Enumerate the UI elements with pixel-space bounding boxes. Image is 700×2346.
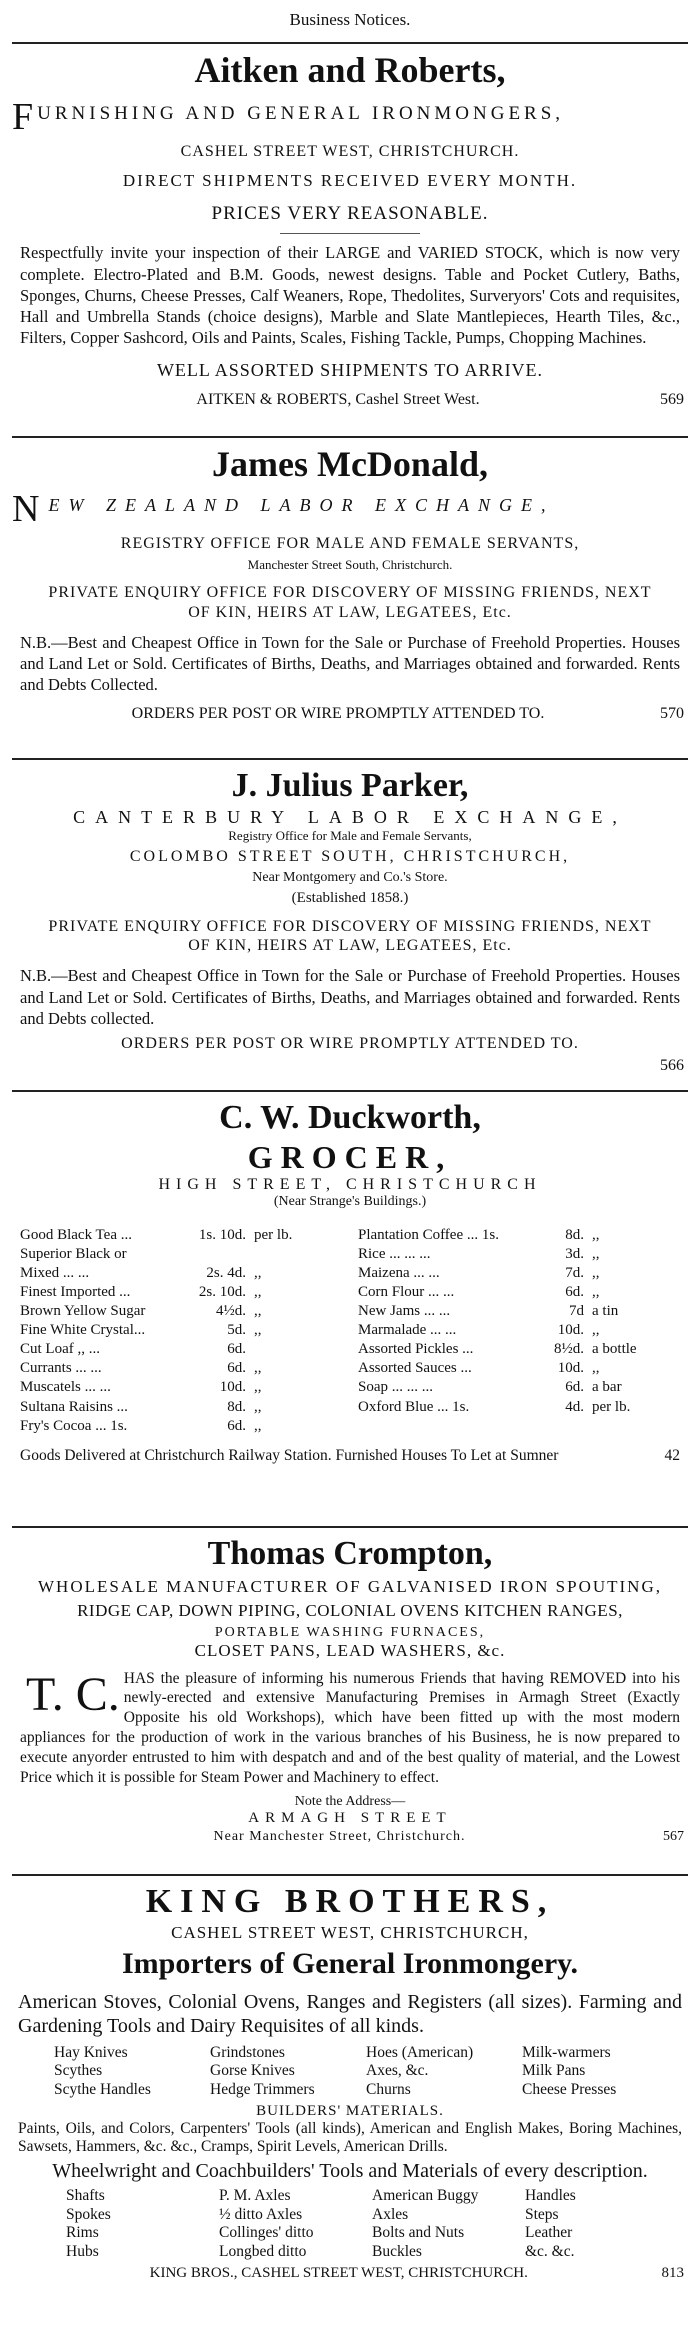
trade-line	[12, 95, 688, 139]
grid-cell: Axes, &c.	[366, 2062, 429, 2080]
price-row	[20, 1283, 344, 1302]
builders-body: Paints, Oils, and Colors, Carpenters' Tools (all kinds), American and English Makes, Boring Machines, Sawsets, Hammers, &c. &c., Cramps, Spirit Levels, American Drills.	[18, 2120, 682, 2156]
dropcap: N	[12, 488, 49, 531]
price-unit: ,,	[254, 1265, 262, 1282]
price-amount: 4½d.	[216, 1303, 246, 1320]
footer-text: KING BROS., CASHEL STREET WEST, CHRISTCHURCH.	[149, 2265, 528, 2282]
price-row	[20, 1378, 344, 1397]
divider	[12, 758, 688, 760]
prices-line: PRICES VERY REASONABLE.	[211, 203, 489, 225]
price-unit: ,,	[592, 1360, 600, 1377]
trade-text: URNISHING AND GENERAL IRONMONGERS,	[37, 103, 565, 125]
price-item: Mixed ... ...	[20, 1265, 90, 1282]
ad-number: 813	[661, 2265, 684, 2282]
price-amount: 4d.	[565, 1398, 584, 1415]
short-rule	[280, 233, 420, 234]
grid-cell: P. M. Axles	[219, 2187, 291, 2204]
ad-number: 570	[660, 705, 684, 723]
grid-cell: ½ ditto Axles	[219, 2205, 303, 2223]
ad-number: 567	[663, 1828, 684, 1844]
arrive-line: WELL ASSORTED SHIPMENTS TO ARRIVE.	[156, 359, 544, 380]
price-amount: 8d.	[227, 1398, 246, 1415]
near-line: (Near Strange's Buildings.)	[273, 1194, 427, 1210]
price-row	[358, 1245, 682, 1264]
trade-line: GROCER,	[247, 1139, 453, 1176]
grid-cell: Hedge Trimmers	[210, 2080, 315, 2098]
tools-grid	[54, 2044, 678, 2100]
page-header: Business Notices.	[289, 10, 411, 29]
price-row	[20, 1321, 344, 1340]
divider	[12, 42, 688, 44]
price-unit: a tin	[592, 1303, 619, 1320]
price-row	[20, 1398, 344, 1417]
price-item: Assorted Sauces ...	[358, 1360, 472, 1377]
grid-cell: Spokes	[66, 2205, 111, 2223]
grid-cell: &c. &c.	[525, 2242, 575, 2260]
address: COLOMBO STREET SOUTH, CHRISTCHURCH,	[129, 848, 571, 866]
price-item: New Jams ... ...	[358, 1303, 451, 1320]
ad-body	[20, 1669, 680, 1788]
price-unit: ,,	[254, 1417, 262, 1434]
price-item: Sultana Raisins ...	[20, 1398, 128, 1415]
ad-body: Respectfully invite your inspection of their LARGE and VARIED STOCK, which is now very complete. Electro-Plated and B.M. Goods, newest designs. Table and Pocket Cutlery, Baths, Sponges, Churns, Cheese Presses, Calf Weaners, Rope, Thedolites, Surveryors' Cots and requisites, Hall and Umbrella Stands (choice designs), Marble and Slate Mantlepieces, Hearth Tiles, &c., Filters, Copper Sashcord, Oils and Paints, Scales, Fishing Tackle, Pumps, Chopping Machines.	[20, 243, 680, 347]
shipments-line: DIRECT SHIPMENTS RECEIVED EVERY MONTH.	[122, 171, 578, 191]
price-row	[20, 1359, 344, 1378]
price-row	[358, 1321, 682, 1340]
enquiry-line: PRIVATE ENQUIRY OFFICE FOR DISCOVERY OF MISSING FRIENDS, NEXT OF KIN, HEIRS AT LAW, LEGATEES, Etc.	[48, 584, 652, 621]
trade-text: EW ZEALAND LABOR EXCHANGE,	[48, 495, 555, 516]
price-item: Currants ... ...	[20, 1360, 102, 1377]
price-item: Finest Imported ...	[20, 1284, 131, 1301]
divider	[12, 1874, 688, 1876]
price-unit: ,,	[592, 1265, 600, 1282]
price-amount	[192, 1245, 246, 1264]
price-unit: ,,	[254, 1303, 262, 1320]
grid-cell: Shafts	[66, 2187, 105, 2204]
ad-footer	[16, 1829, 684, 1845]
ad-number: 42	[664, 1446, 680, 1464]
closet-line: CLOSET PANS, LEAD WASHERS, &c.	[194, 1640, 506, 1660]
price-row	[358, 1264, 682, 1283]
grid-cell: Handles	[525, 2187, 576, 2204]
wheel-grid	[66, 2187, 678, 2261]
price-column-right	[358, 1226, 682, 1436]
ad-footer	[16, 2265, 684, 2282]
ad-king-brothers	[12, 1882, 688, 2314]
price-amount: 6d.	[227, 1360, 246, 1377]
price-amount: 10d.	[557, 1322, 584, 1339]
price-item: Oxford Blue ... 1s.	[358, 1398, 470, 1415]
grid-cell: Buckles	[372, 2242, 422, 2260]
price-row	[20, 1264, 344, 1283]
address: CASHEL STREET WEST, CHRISTCHURCH.	[180, 143, 520, 161]
ad-body: N.B.—Best and Cheapest Office in Town for the Sale or Purchase of Freehold Properties. Houses and Land Let or Sold. Certificates of Births, Deaths, and Marriages obtained and forwarded. Rents and Debts collected.	[20, 966, 680, 1028]
price-row	[358, 1302, 682, 1321]
grid-cell: Bolts and Nuts	[372, 2224, 465, 2242]
ad-footer	[20, 1446, 680, 1466]
address: CASHEL STREET WEST, CHRISTCHURCH,	[171, 1923, 529, 1943]
address: Manchester Street South, Christchurch.	[247, 557, 453, 573]
grid-cell: Leather	[525, 2224, 573, 2242]
ridge-line: RIDGE CAP, DOWN PIPING, COLONIAL OVENS KITCHEN RANGES,	[77, 1600, 623, 1620]
divider	[12, 436, 688, 438]
ad-footer	[16, 1057, 684, 1075]
price-item: Maizena ... ...	[358, 1265, 440, 1282]
price-item: Soap ... ... ...	[358, 1379, 433, 1396]
price-amount: 1s. 10d.	[198, 1227, 246, 1244]
price-unit: ,,	[592, 1246, 600, 1263]
ad-james-mcdonald	[12, 444, 688, 752]
price-row	[20, 1417, 344, 1436]
furnaces-line: PORTABLE WASHING FURNACES,	[214, 1624, 486, 1640]
footer-text: Goods Delivered at Christchurch Railway Station. Furnished Houses To Let at Sumner	[20, 1446, 559, 1464]
grid-cell: Milk-warmers	[522, 2043, 611, 2061]
enquiry-line: PRIVATE ENQUIRY OFFICE FOR DISCOVERY OF MISSING FRIENDS, NEXT OF KIN, HEIRS AT LAW, LEGATEES, Etc.	[48, 918, 652, 955]
grid-cell: Longbed ditto	[219, 2242, 307, 2260]
trade-line: CANTERBURY LABOR EXCHANGE,	[73, 807, 627, 828]
price-unit	[246, 1245, 344, 1264]
footer-text: Near Manchester Street, Christchurch.	[213, 1828, 466, 1844]
price-row	[358, 1359, 682, 1378]
stoves-line: American Stoves, Colonial Ovens, Ranges and Registers (all sizes). Farming and Gardening Tools and Dairy Requisites of all kinds.	[18, 1990, 682, 2037]
price-item: Fine White Crystal...	[20, 1322, 146, 1339]
price-amount: 5d.	[227, 1322, 246, 1339]
price-item: Plantation Coffee ... 1s.	[358, 1227, 499, 1244]
registry-line: Registry Office for Male and Female Servants,	[228, 828, 472, 844]
divider	[12, 1526, 688, 1528]
price-row	[20, 1226, 344, 1245]
ad-body: N.B.—Best and Cheapest Office in Town for the Sale or Purchase of Freehold Properties. Houses and Land Let or Sold. Certificates of Births, Deaths, and Marriages obtained and forwarded. Rents and Debts Collected.	[20, 632, 680, 694]
note-line: Note the Address—	[294, 1793, 406, 1809]
dropcap: F	[12, 96, 38, 139]
street-line: ARMAGH STREET	[248, 1809, 452, 1826]
grid-cell: Axles	[372, 2205, 409, 2223]
grid-cell: Rims	[66, 2224, 99, 2242]
ad-number: 569	[660, 390, 684, 408]
price-unit: ,,	[592, 1227, 600, 1244]
dropcap-initials: T. C.	[26, 1667, 120, 1721]
price-amount: 7d	[569, 1303, 584, 1320]
price-unit: ,,	[592, 1284, 600, 1301]
price-unit: ,,	[254, 1360, 262, 1377]
ad-duckworth	[12, 1098, 688, 1520]
price-row	[20, 1302, 344, 1321]
price-unit: ,,	[592, 1322, 600, 1339]
orders-line: ORDERS PER POST OR WIRE PROMPTLY ATTENDED TO.	[121, 1034, 579, 1052]
price-item: Marmalade ... ...	[358, 1322, 457, 1339]
price-item: Rice ... ... ...	[358, 1246, 431, 1263]
price-item: Superior Black or	[20, 1246, 127, 1263]
firm-name: James McDonald,	[212, 444, 488, 484]
price-amount: 6d.	[565, 1284, 584, 1301]
price-amount: 6d.	[227, 1341, 246, 1358]
price-row	[358, 1340, 682, 1359]
grid-cell: Scythe Handles	[54, 2080, 151, 2098]
grid-cell: Collinges' ditto	[219, 2224, 314, 2242]
price-row	[358, 1226, 682, 1245]
grid-cell: Gorse Knives	[210, 2062, 295, 2080]
price-amount: 8½d.	[554, 1341, 584, 1358]
grid-cell: Hay Knives	[54, 2043, 128, 2061]
price-unit: ,,	[254, 1379, 262, 1396]
firm-name: Aitken and Roberts,	[194, 50, 506, 90]
price-unit	[246, 1340, 344, 1359]
price-unit: ,,	[254, 1322, 262, 1339]
price-list	[20, 1226, 682, 1436]
ad-footer	[16, 705, 684, 723]
grid-cell: American Buggy	[372, 2187, 479, 2204]
price-item: Fry's Cocoa ... 1s.	[20, 1417, 128, 1434]
price-row	[358, 1283, 682, 1302]
price-item: Corn Flour ... ...	[358, 1284, 455, 1301]
price-amount: 10d.	[557, 1360, 584, 1377]
price-amount: 6d.	[565, 1379, 584, 1396]
price-item: Cut Loaf ,, ...	[20, 1341, 100, 1358]
price-row	[20, 1340, 344, 1359]
footer-text: ORDERS PER POST OR WIRE PROMPTLY ATTENDED TO.	[131, 705, 545, 723]
price-row	[20, 1245, 344, 1264]
wheelwright-line: Wheelwright and Coachbuilders' Tools and Materials of every description.	[52, 2160, 648, 2182]
grid-cell: Steps	[525, 2205, 559, 2223]
price-unit: ,,	[254, 1284, 262, 1301]
price-amount: 2s. 4d.	[206, 1265, 246, 1282]
grid-cell: Cheese Presses	[522, 2080, 617, 2098]
price-item: Muscatels ... ...	[20, 1379, 111, 1396]
grid-cell: Milk Pans	[522, 2062, 586, 2080]
price-unit: a bar	[592, 1379, 622, 1396]
builders-heading: BUILDERS' MATERIALS.	[256, 2103, 444, 2120]
firm-name: C. W. Duckworth,	[219, 1099, 481, 1136]
price-amount: 8d.	[565, 1227, 584, 1244]
price-unit: per lb.	[592, 1398, 631, 1415]
price-amount: 6d.	[227, 1417, 246, 1434]
wholesale-line: WHOLESALE MANUFACTURER OF GALVANISED IRON SPOUTING,	[38, 1577, 662, 1597]
price-row	[358, 1378, 682, 1397]
ad-number: 566	[660, 1056, 684, 1074]
registry-line: REGISTRY OFFICE FOR MALE AND FEMALE SERVANTS,	[120, 535, 580, 553]
trade-line	[12, 487, 688, 531]
address: HIGH STREET, CHRISTCHURCH	[158, 1176, 542, 1194]
price-item: Brown Yellow Sugar	[20, 1303, 146, 1320]
price-unit: ,,	[254, 1398, 262, 1415]
grid-cell: Hubs	[66, 2242, 99, 2260]
grid-cell: Hoes (American)	[366, 2043, 474, 2061]
price-row	[358, 1398, 682, 1417]
price-unit: per lb.	[254, 1227, 293, 1244]
importers-line: Importers of General Ironmongery.	[121, 1947, 579, 1981]
price-amount: 10d.	[219, 1379, 246, 1396]
ad-aitken-roberts	[12, 50, 688, 430]
ad-julius-parker	[12, 766, 688, 1084]
firm-name: KING BROTHERS,	[145, 1883, 555, 1920]
established-line: (Established 1858.)	[291, 890, 409, 907]
firm-name: Thomas Crompton,	[207, 1535, 493, 1572]
price-item: Assorted Pickles ...	[358, 1341, 474, 1358]
grid-cell: Scythes	[54, 2062, 103, 2080]
ad-thomas-crompton	[12, 1534, 688, 1868]
near-line: Near Montgomery and Co.'s Store.	[252, 870, 448, 886]
body-text: HAS the pleasure of informing his numerous Friends that having REMOVED into his newly-erected and extensive Manufacturing Premises in Armagh Street (Exactly Opposite his old Workshops), which have been fitted up with the most modern appliances for the production of work in the various branches of his Business, he is now prepared to execute anyorder entrusted to him with despatch and and of the best quality of material, and the Lowest Price which it is possible for Steam Power and Machinery to effect.	[20, 1669, 680, 1786]
footer-text: AITKEN & ROBERTS, Cashel Street West.	[196, 390, 480, 408]
grid-cell: Grindstones	[210, 2043, 285, 2061]
price-amount: 7d.	[565, 1265, 584, 1282]
price-unit: a bottle	[592, 1341, 637, 1358]
price-item: Good Black Tea ...	[20, 1227, 132, 1244]
price-amount: 3d.	[565, 1246, 584, 1263]
divider	[12, 1090, 688, 1092]
grid-cell: Churns	[366, 2080, 411, 2098]
price-amount: 2s. 10d.	[198, 1284, 246, 1301]
ad-footer	[16, 391, 684, 409]
price-column-left	[20, 1226, 344, 1436]
firm-name: J. Julius Parker,	[231, 767, 469, 804]
